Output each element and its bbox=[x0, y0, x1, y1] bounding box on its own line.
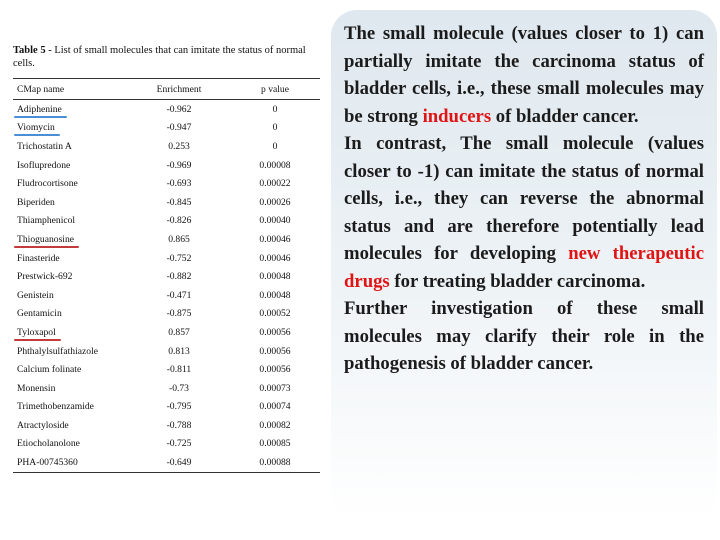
molecule-table bbox=[13, 78, 320, 473]
cell-p-value: 0.00088 bbox=[226, 453, 320, 472]
cell-enrichment: -0.875 bbox=[166, 308, 192, 320]
table-row bbox=[13, 193, 320, 212]
underlined-molecule-name: Thioguanosine bbox=[17, 233, 75, 245]
cell-name: PHA-00745360 bbox=[13, 453, 128, 472]
cell-p-value: 0 bbox=[272, 122, 278, 134]
cell-p-value: 0 bbox=[272, 103, 278, 115]
cell-enrichment: 0.253 bbox=[168, 140, 190, 152]
paragraph-new-drugs: In contrast, The small molecule (values closer to -1) can imitate the status of normal cells, i.e., they can reverse the abnormal status and are therefore potentially lead molecules for developing new therapeutic drugs for treating bladder carcinoma. bbox=[344, 133, 704, 292]
table-row bbox=[13, 174, 320, 193]
cell-p-value: 0.00048 bbox=[259, 271, 291, 283]
table-row bbox=[13, 435, 320, 454]
cell-enrichment: -0.752 bbox=[166, 252, 192, 264]
cell-name: Monensin bbox=[17, 382, 56, 394]
column-header-cmap-name: CMap name bbox=[13, 79, 128, 100]
cell-name bbox=[13, 119, 128, 138]
paragraph-further-investigation: Further investigation of these small molecules may clarify their role in the pathogenesis of bladder cancer. bbox=[344, 298, 704, 374]
table-caption bbox=[13, 44, 323, 70]
cell-enrichment: -0.788 bbox=[166, 419, 192, 431]
cell-name: Atractyloside bbox=[17, 419, 69, 431]
highlight-inducers: inducers bbox=[422, 105, 492, 127]
cell-name: Trichostatin A bbox=[17, 140, 72, 152]
underlined-molecule-name: Tyloxapol bbox=[17, 326, 56, 338]
cell-name: Finasteride bbox=[17, 252, 60, 264]
table-row bbox=[13, 156, 320, 175]
cell-p-value: 0.00022 bbox=[259, 178, 291, 190]
cell-enrichment: -0.795 bbox=[166, 401, 192, 413]
cell-enrichment: -0.962 bbox=[166, 103, 192, 115]
cell-enrichment: -0.693 bbox=[166, 178, 192, 190]
table-row bbox=[13, 100, 320, 119]
cell-enrichment: 0.857 bbox=[168, 326, 190, 338]
table-caption-label: Table 5 - bbox=[13, 45, 52, 56]
underlined-molecule-name: Adiphenine bbox=[17, 103, 62, 115]
table-row bbox=[13, 305, 320, 324]
cell-enrichment: -0.969 bbox=[166, 159, 192, 171]
cell-enrichment: -0.882 bbox=[166, 271, 192, 283]
underlined-molecule-name: Viomycin bbox=[17, 122, 55, 134]
paragraph-inducers: The small molecule (values closer to 1) can partially imitate the carcinoma status of bladder cells, i.e., these small molecules may be strong inducers of bladder cancer. bbox=[344, 23, 704, 127]
cell-name: Phthalylsulfathiazole bbox=[17, 345, 98, 357]
table-row bbox=[13, 137, 320, 156]
cell-p-value: 0.00085 bbox=[259, 438, 291, 450]
cell-enrichment: -0.845 bbox=[166, 196, 192, 208]
table-caption-text: List of small molecules that can imitate the status of normal cells. bbox=[13, 45, 306, 69]
highlight-new-therapeutic-drugs: new therapeutic drugs bbox=[344, 243, 704, 292]
cell-enrichment: -0.947 bbox=[166, 122, 192, 134]
table-row bbox=[13, 323, 320, 342]
cell-enrichment: -0.826 bbox=[166, 215, 192, 227]
table-row bbox=[13, 360, 320, 379]
cell-p-value: 0.00046 bbox=[259, 233, 291, 245]
cell-p-value: 0.00046 bbox=[259, 252, 291, 264]
cell-name: Gentamicin bbox=[17, 308, 62, 320]
cell-enrichment: -0.649 bbox=[128, 453, 226, 472]
table-row bbox=[13, 398, 320, 417]
cell-p-value: 0.00048 bbox=[259, 289, 291, 301]
table-row bbox=[13, 286, 320, 305]
cell-name: Thiamphenicol bbox=[17, 215, 76, 227]
cell-enrichment: -0.811 bbox=[166, 364, 192, 376]
cell-name: Isoflupredone bbox=[17, 159, 71, 171]
cell-name: Etiocholanolone bbox=[17, 438, 80, 450]
table-row bbox=[13, 249, 320, 268]
cell-name: Trimethobenzamide bbox=[17, 401, 94, 413]
cell-name: Genistein bbox=[17, 289, 54, 301]
table-row bbox=[13, 119, 320, 138]
table-row bbox=[13, 342, 320, 361]
cell-enrichment: 0.813 bbox=[168, 345, 190, 357]
cell-name bbox=[13, 323, 128, 342]
table-row bbox=[13, 230, 320, 249]
column-header-p-value: p value bbox=[226, 79, 320, 100]
table-row bbox=[13, 453, 320, 472]
cell-p-value: 0.00073 bbox=[259, 382, 291, 394]
cell-name: Calcium folinate bbox=[17, 364, 82, 376]
table-row bbox=[13, 212, 320, 231]
cell-p-value: 0.00056 bbox=[259, 326, 291, 338]
cell-p-value: 0.00040 bbox=[259, 215, 291, 227]
cell-enrichment: -0.73 bbox=[169, 382, 189, 394]
table-row bbox=[13, 416, 320, 435]
table-header-row bbox=[13, 79, 320, 100]
cell-p-value: 0.00052 bbox=[259, 308, 291, 320]
cell-name: Fludrocortisone bbox=[17, 178, 78, 190]
cell-p-value: 0.00056 bbox=[259, 364, 291, 376]
molecule-table-figure bbox=[13, 44, 323, 473]
cell-name bbox=[13, 100, 128, 119]
cell-name: Prestwick-692 bbox=[17, 271, 73, 283]
table-row bbox=[13, 267, 320, 286]
cell-p-value: 0.00082 bbox=[259, 419, 291, 431]
column-header-enrichment: Enrichment bbox=[128, 79, 226, 100]
table-row bbox=[13, 379, 320, 398]
cell-name: Biperiden bbox=[17, 196, 55, 208]
cell-p-value: 0.00008 bbox=[259, 159, 291, 171]
cell-enrichment: 0.865 bbox=[168, 233, 190, 245]
cell-p-value: 0.00056 bbox=[259, 345, 291, 357]
cell-p-value: 0.00026 bbox=[259, 196, 291, 208]
cell-p-value: 0.00074 bbox=[259, 401, 291, 413]
cell-name bbox=[13, 230, 128, 249]
explanation-text bbox=[344, 20, 704, 378]
cell-enrichment: -0.471 bbox=[166, 289, 192, 301]
cell-enrichment: -0.725 bbox=[166, 438, 192, 450]
cell-p-value: 0 bbox=[272, 140, 278, 152]
